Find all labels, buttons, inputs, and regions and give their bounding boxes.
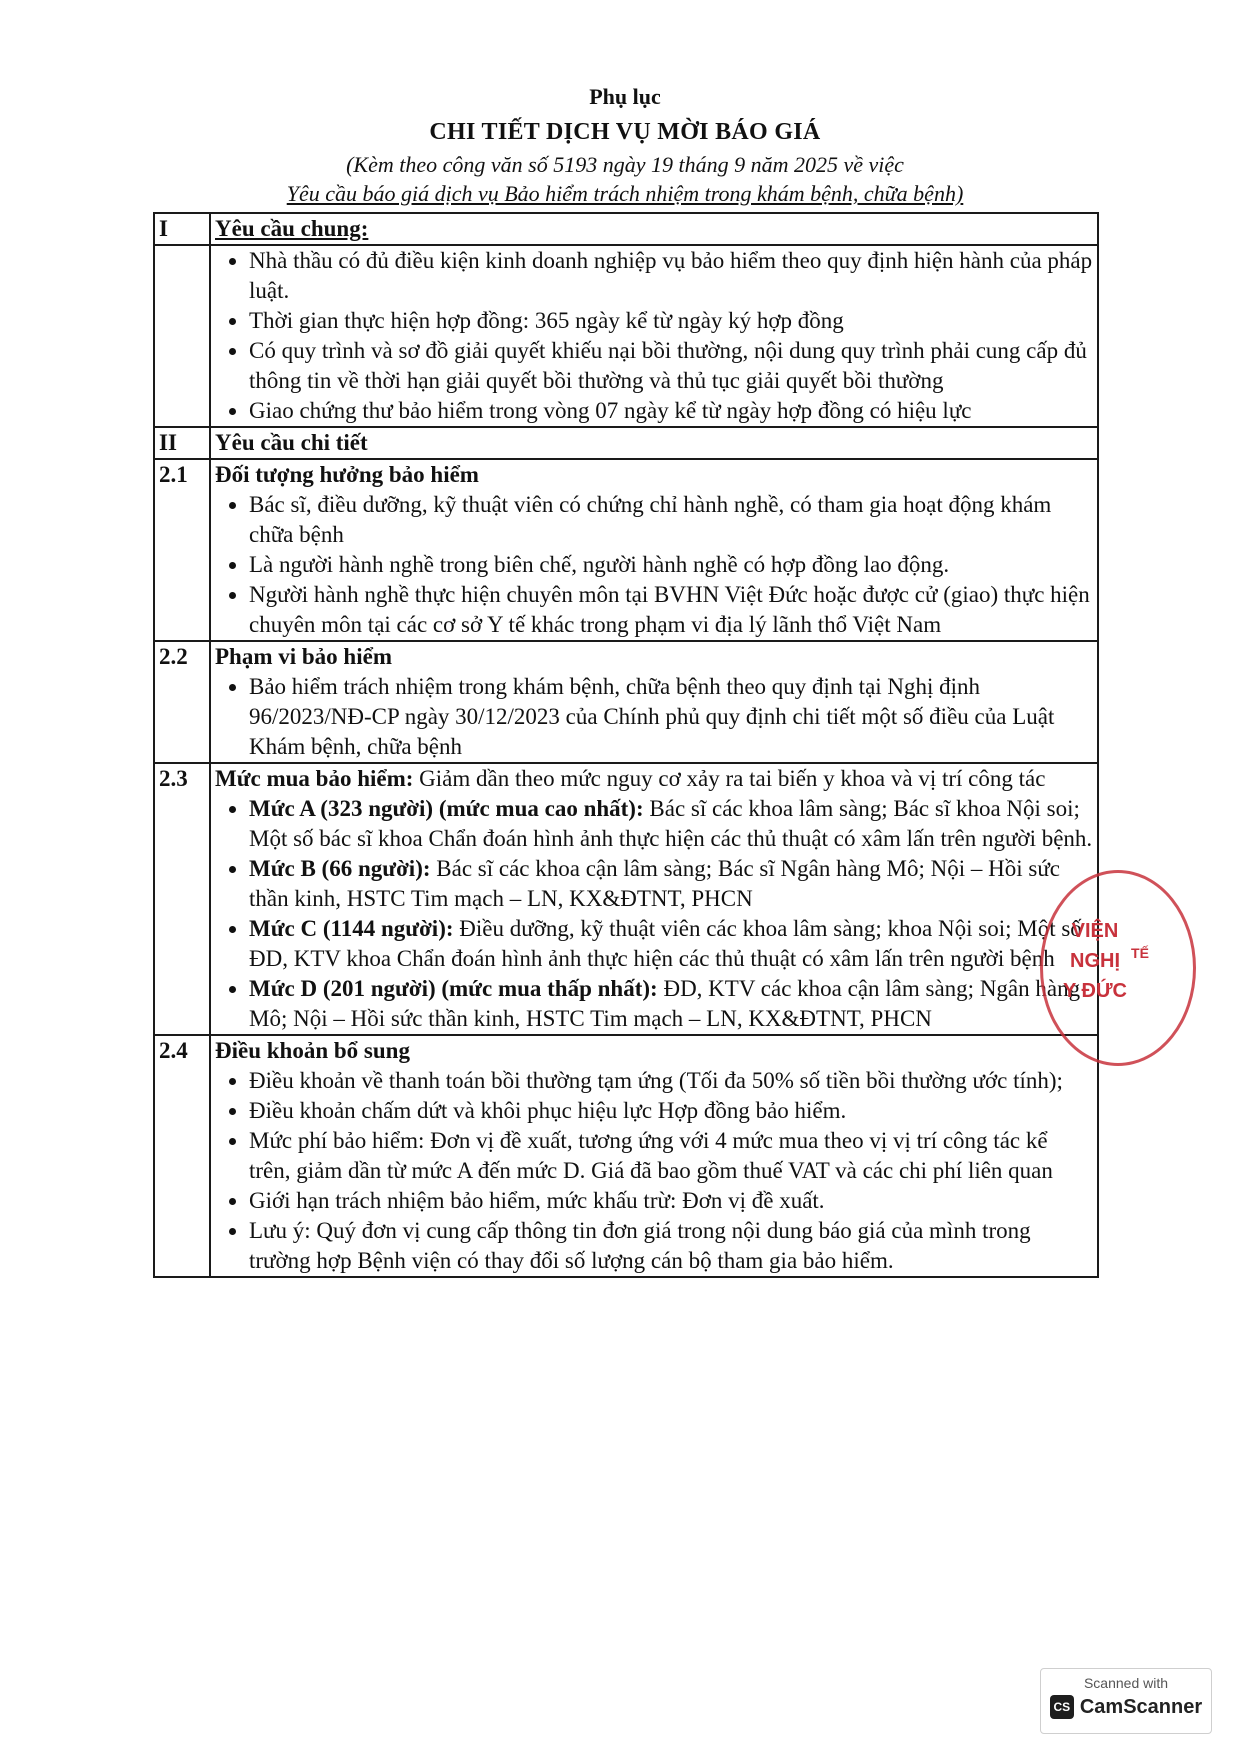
- section-number: II: [154, 427, 210, 459]
- section-number: I: [154, 213, 210, 245]
- table-row: [154, 1035, 1098, 1277]
- list-item: • Nhà thầu có đủ điều kiện kinh doanh nghiệp vụ bảo hiểm theo quy định hiện hành của pháp luật.: [249, 246, 1093, 306]
- section-number: 2.2: [154, 641, 210, 763]
- section-title: Mức mua bảo hiểm:: [215, 766, 414, 791]
- table-row: [154, 459, 1098, 641]
- table-row: [154, 427, 1098, 459]
- section-title: Yêu cầu chung:: [210, 213, 1098, 245]
- document-header: [150, 80, 1100, 208]
- list-item: • Là người hành nghề trong biên chế, người hành nghề có hợp đồng lao động.: [249, 550, 1093, 580]
- header-subject: Yêu cầu báo giá dịch vụ Bảo hiểm trách nhiệm trong khám bệnh, chữa bệnh): [286, 181, 964, 206]
- list-item: • Người hành nghề thực hiện chuyên môn tại BVHN Việt Đức hoặc được cử (giao) thực hiện chuyên môn tại các cơ sở Y tế khác trong phạm vi địa lý lãnh thổ Việt Nam: [249, 580, 1093, 640]
- level-b: • Mức B (66 người): Bác sĩ các khoa cận lâm sàng; Bác sĩ Ngân hàng Mô; Nội – Hồi sức thần kinh, HSTC Tim mạch – LN, KX&ĐTNT, PHCN: [249, 854, 1093, 914]
- list-item: • Giao chứng thư bảo hiểm trong vòng 07 ngày kể từ ngày hợp đồng có hiệu lực: [249, 396, 1093, 426]
- section-title: Đối tượng hưởng bảo hiểm: [215, 462, 479, 487]
- appendix-label: Phụ lục: [589, 84, 661, 109]
- stamp-text: NGHỊ: [1070, 950, 1120, 972]
- camscanner-watermark: [1040, 1668, 1212, 1734]
- list-item: • Điều khoản về thanh toán bồi thường tạm ứng (Tối đa 50% số tiền bồi thường ước tính);: [249, 1066, 1093, 1096]
- table-row: [154, 763, 1098, 1035]
- section-number: 2.4: [154, 1035, 210, 1277]
- requirements-table: [153, 212, 1099, 1278]
- stamp-text: VIỆN: [1071, 920, 1119, 942]
- table-row: [154, 641, 1098, 763]
- section-number: 2.1: [154, 459, 210, 641]
- list-item: • Mức phí bảo hiểm: Đơn vị đề xuất, tương ứng với 4 mức mua theo vị vị trí công tác kể trên, giảm dần từ mức A đến mức D. Giá đã bao gồm thuế VAT và các chi phí liên quan: [249, 1126, 1093, 1186]
- list-item: • Bác sĩ, điều dưỡng, kỹ thuật viên có chứng chỉ hành nghề, có tham gia hoạt động khám chữa bệnh: [249, 490, 1093, 550]
- list-item: • Lưu ý: Quý đơn vị cung cấp thông tin đơn giá trong nội dung báo giá của mình trong trường hợp Bệnh viện có thay đổi số lượng cán bộ tham gia bảo hiểm.: [249, 1216, 1093, 1276]
- list-item: • Bảo hiểm trách nhiệm trong khám bệnh, chữa bệnh theo quy định tại Nghị định 96/2023/NĐ-CP ngày 30/12/2023 của Chính phủ quy định chi tiết một số điều của Luật Khám bệnh, chữa bệnh: [249, 672, 1093, 762]
- list-item: • Giới hạn trách nhiệm bảo hiểm, mức khấu trừ: Đơn vị đề xuất.: [249, 1186, 1093, 1216]
- table-row: [154, 245, 1098, 427]
- stamp-text: Y ĐỨC: [1062, 980, 1127, 1002]
- section-title: Điều khoản bổ sung: [215, 1038, 410, 1063]
- level-d: • Mức D (201 người) (mức mua thấp nhất): ĐD, KTV các khoa cận lâm sàng; Ngân hàng Mô; Nội – Hồi sức thần kinh, HSTC Tim mạch – LN, KX&ĐTNT, PHCN: [249, 974, 1093, 1034]
- level-a: • Mức A (323 người) (mức mua cao nhất): Bác sĩ các khoa lâm sàng; Bác sĩ khoa Nội soi; Một số bác sĩ khoa Chẩn đoán hình ảnh thực hiện các thủ thuật có xâm lấn trên người bệnh.: [249, 794, 1093, 854]
- watermark-brand: CamScanner: [1079, 1695, 1203, 1718]
- camscanner-icon: CS: [1050, 1695, 1074, 1719]
- level-c: • Mức C (1144 người): Điều dưỡng, kỹ thuật viên các khoa lâm sàng; khoa Nội soi; Một số ĐD, KTV khoa Chẩn đoán hình ảnh thực hiện các thủ thuật có xâm lấn trên người bệnh: [249, 914, 1093, 974]
- section-title: Yêu cầu chi tiết: [210, 427, 1098, 459]
- header-reference: (Kèm theo công văn số 5193 ngày 19 tháng 9 năm 2025 về việc: [346, 152, 904, 177]
- section-number: 2.3: [154, 763, 210, 1035]
- section-heading: [215, 764, 1093, 794]
- document-title: CHI TIẾT DỊCH VỤ MỜI BÁO GIÁ: [429, 119, 821, 145]
- section-subtitle: Giảm dần theo mức nguy cơ xảy ra tai biến y khoa và vị trí công tác: [419, 766, 1046, 791]
- table-row: [154, 213, 1098, 245]
- stamp-text: TẾ: [1131, 945, 1149, 961]
- watermark-caption: Scanned with: [1083, 1675, 1169, 1691]
- section-title: Phạm vi bảo hiểm: [215, 644, 392, 669]
- list-item: • Điều khoản chấm dứt và khôi phục hiệu lực Hợp đồng bảo hiểm.: [249, 1096, 1093, 1126]
- list-item: • Có quy trình và sơ đồ giải quyết khiếu nại bồi thường, nội dung quy trình phải cung cấp đủ thông tin về thời hạn giải quyết bồi thường và thủ tục giải quyết bồi thường: [249, 336, 1093, 396]
- general-requirements: [210, 245, 1098, 427]
- list-item: • Thời gian thực hiện hợp đồng: 365 ngày kể từ ngày ký hợp đồng: [249, 306, 1093, 336]
